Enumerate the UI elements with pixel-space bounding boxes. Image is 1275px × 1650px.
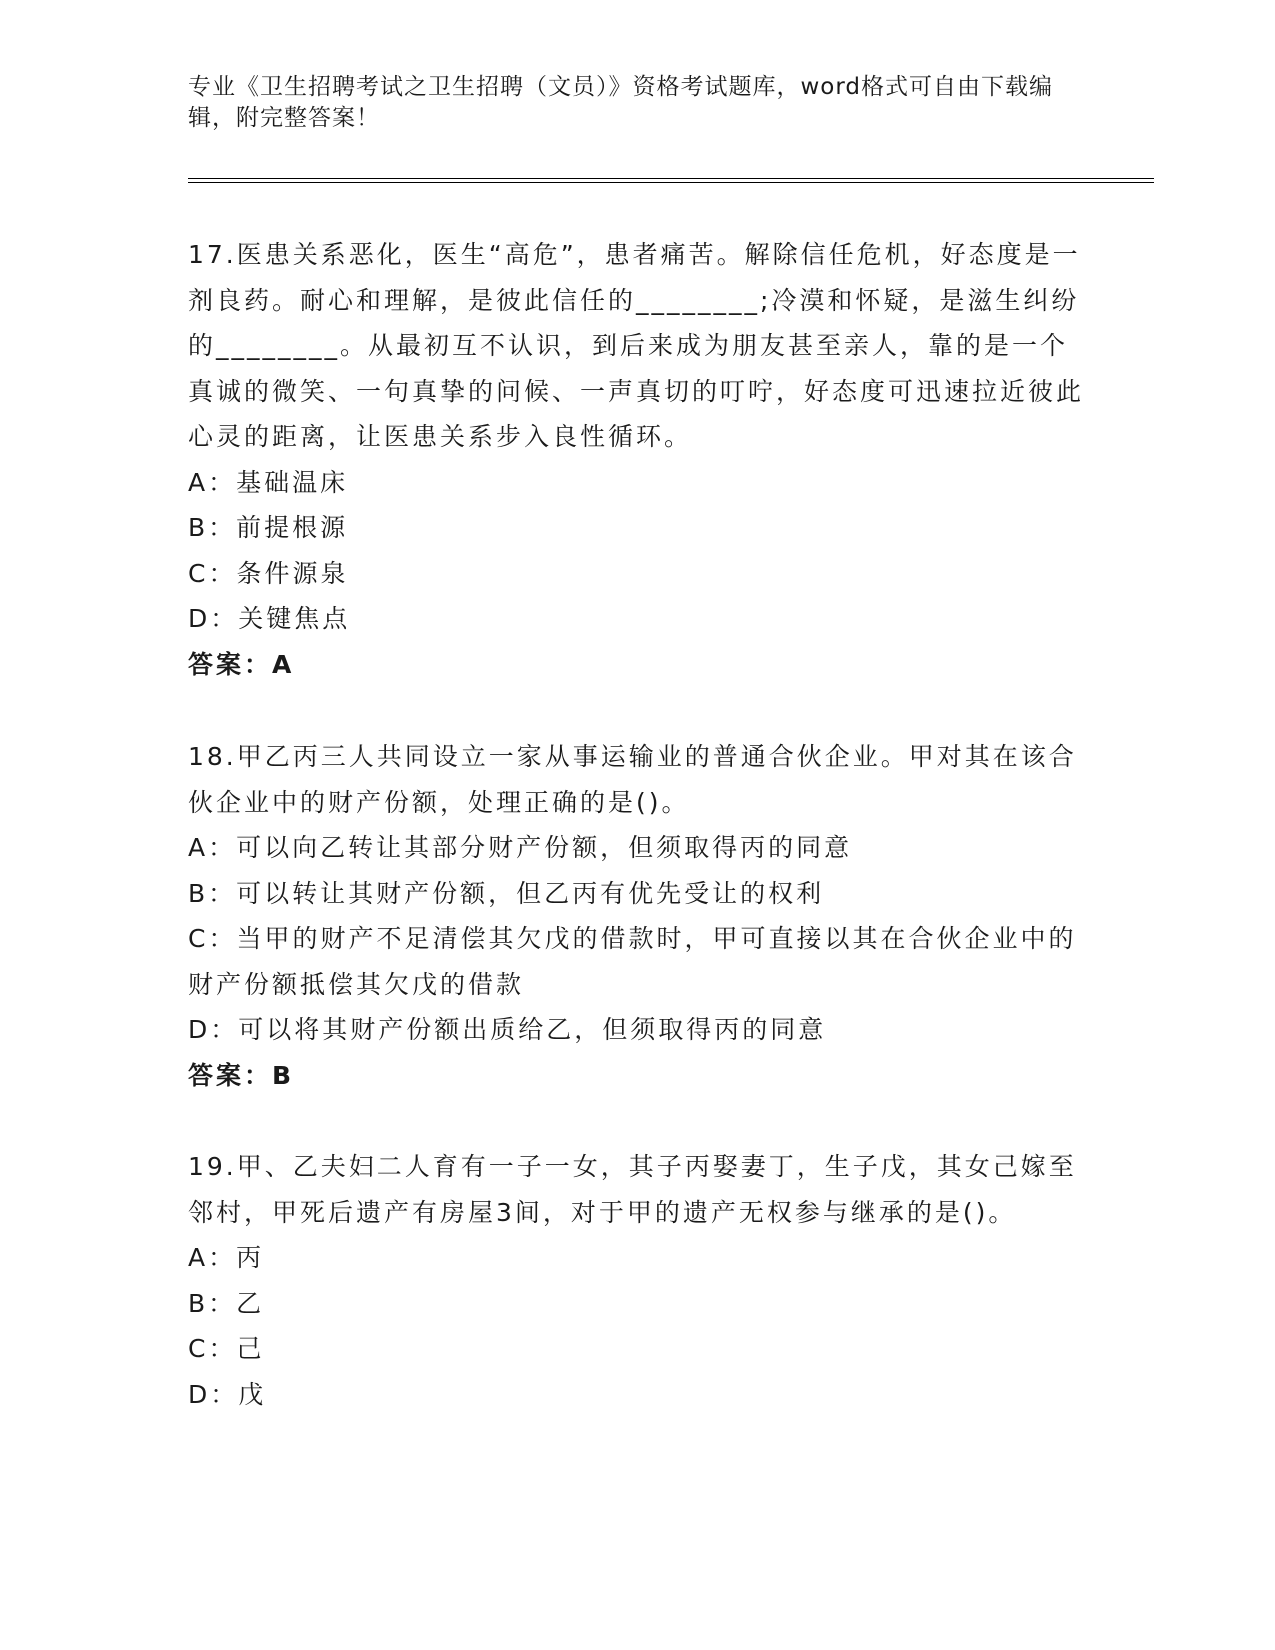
- header-divider-top: [188, 178, 1154, 179]
- option-a: A：丙: [188, 1243, 265, 1272]
- header-divider-bottom: [188, 182, 1154, 183]
- question-stem: 19.甲、乙夫妇二人育有一子一女，其子丙娶妻丁，生子戊，其女己嫁至邻村，甲死后遗产有房屋3间，对于甲的遗产无权参与继承的是()。: [188, 1152, 1077, 1227]
- question-stem: 17.医患关系恶化，医生“高危”，患者痛苦。解除信任危机，好态度是一剂良药。耐心和理解，是彼此信任的________;冷漠和怀疑，是滋生纠纷的________。从最初互不认识，到后来成为朋友甚至亲人，靠的是一个真诚的微笑、一句真挚的问候、一声真切的叮咛，好态度可迅速拉近彼此心灵的距离，让医患关系步入良性循环。: [188, 240, 1085, 451]
- option-b: B：前提根源: [188, 513, 349, 542]
- answer: 答案：B: [188, 1060, 295, 1090]
- question-19: [188, 1144, 1088, 1417]
- option-b: B：乙: [188, 1288, 265, 1318]
- answer: 答案：A: [188, 649, 295, 679]
- option-a: A：可以向乙转让其部分财产份额，但须取得丙的同意: [188, 833, 853, 862]
- option-c: C：己: [188, 1334, 265, 1363]
- option-d: D：关键焦点: [188, 604, 351, 633]
- option-d: D：戊: [188, 1379, 267, 1409]
- document-header: 专业《卫生招聘考试之卫生招聘（文员）》资格考试题库，word格式可自由下载编辑，附完整答案！: [188, 74, 1054, 131]
- option-a: A：基础温床: [188, 467, 349, 497]
- option-c: C：当甲的财产不足清偿其欠戊的借款时，甲可直接以其在合伙企业中的财产份额抵偿其欠戊的借款: [188, 924, 1077, 999]
- question-18: [188, 734, 1088, 1098]
- question-17: [188, 232, 1088, 687]
- option-b: B：可以转让其财产份额，但乙丙有优先受让的权利: [188, 878, 825, 908]
- option-d: D：可以将其财产份额出质给乙，但须取得丙的同意: [188, 1015, 827, 1044]
- option-c: C：条件源泉: [188, 558, 349, 588]
- question-stem: 18.甲乙丙三人共同设立一家从事运输业的普通合伙企业。甲对其在该合伙企业中的财产份额，处理正确的是()。: [188, 742, 1077, 817]
